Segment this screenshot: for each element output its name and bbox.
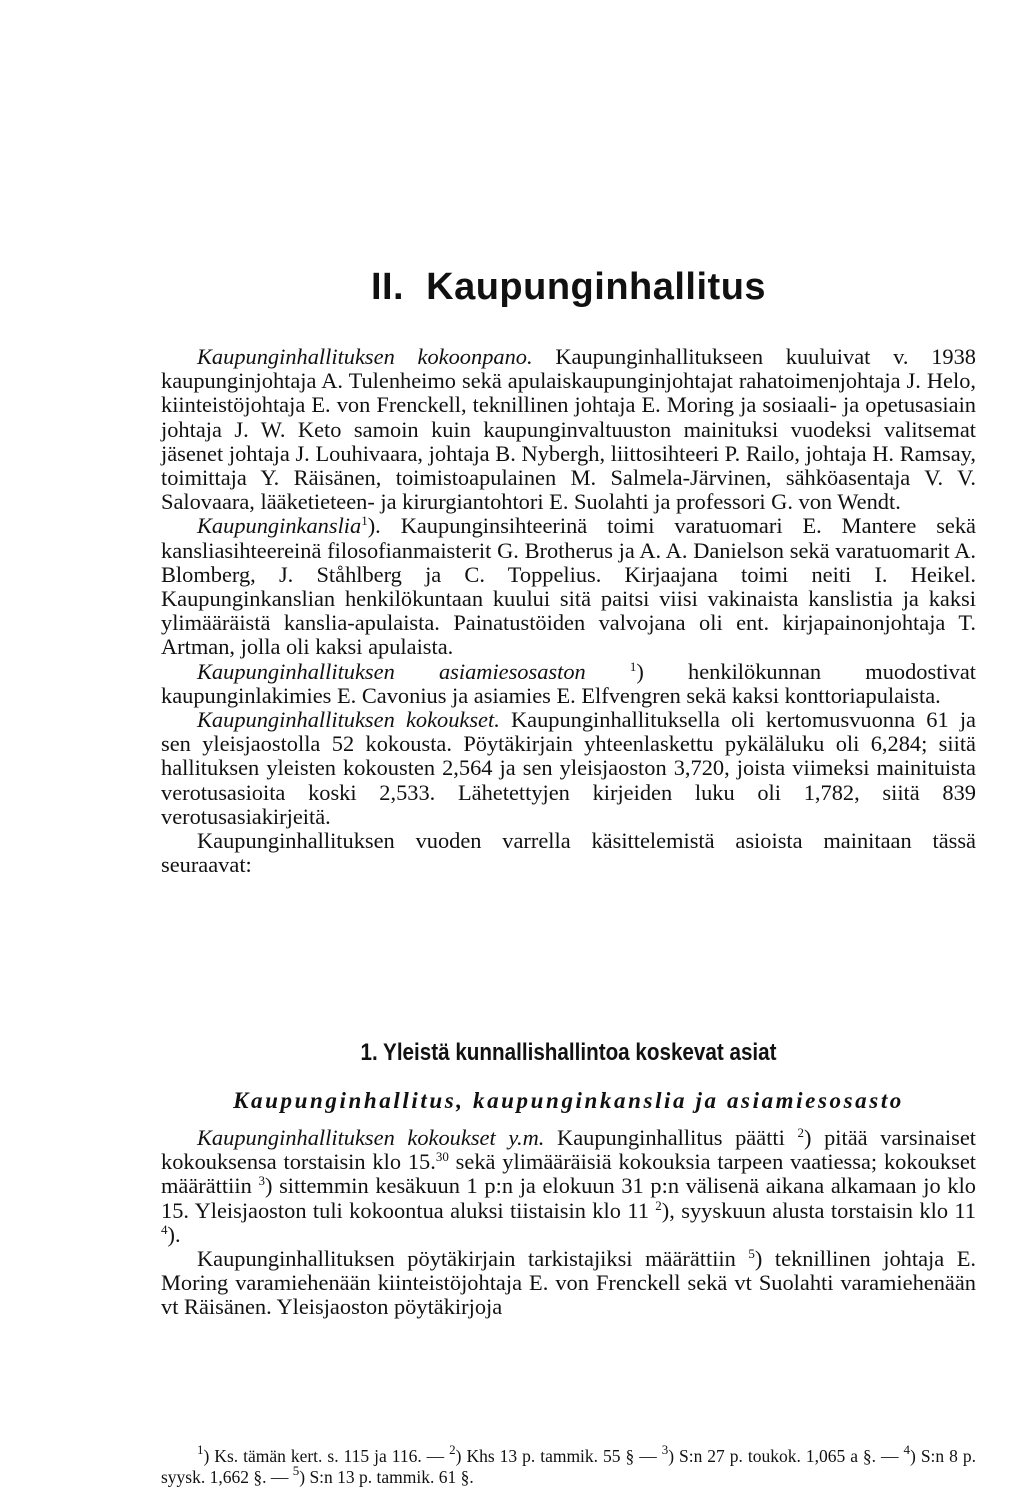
lead-phrase: Kaupunginhallituksen kokoukset.: [197, 707, 500, 733]
paragraph-composition: [161, 345, 976, 514]
chapter-title: [161, 266, 976, 309]
paragraph-meetings: [161, 708, 976, 829]
paragraph-text: Kaupunginhallituksella oli kertomusvuonna 61 ja sen yleisjaostolla 52 kokousta. Pöytäkirjain yhteenlaskettu pykäläluku oli 6,284; siitä hallituksen yleisten kokousten 2,564 ja sen yleisjaoston 3,720, joista viimeksi mainituista verotusasioita koski 2,533. Lähetettyjen kirjeiden luku oli 1,782, siitä 839 verotusasiakirjeitä.: [161, 707, 976, 829]
minutes-superscript: 30: [435, 1149, 449, 1165]
lead-phrase: Kaupunginkanslia: [197, 513, 362, 539]
paragraph-text: ). Kaupunginsihteerinä toimi varatuomari E. Mantere sekä kansliasihteereinä filosofianmaisterit G. Brotherus ja A. A. Danielson sekä varatuomarit A. Blomberg, J. Ståhlberg ja C. Toppelius. Kirjaajana toimi neiti I. Heikel. Kaupunginkanslian henkilökuntaan kuului sitä paitsi viisi vakinaista kanslistia ja kaksi ylimääräistä kanslia-apulaista. Painatustöiden valvojana oli ent. kirjapainonjohtaja T. Artman, jolla oli kaksi apulaista.: [161, 513, 976, 660]
paragraph-meeting-times: Kaupunginhallituksen kokoukset y.m. Kaupunginhallitus päätti $^2$) pitää varsinaiset kokouksensa torstaisin klo 15.30 sekä ylimääräisiä kokouksia tarpeen vaatiessa; kokoukset määrättiin $^3$) sittemmin kesäkuun 1 p:n ja elokuun 31 p:n välisenä aikana alkamaan jo klo 15. Yleisjaoston tuli kokoontua aluksi tiistaisin klo 11 $^2$), syyskuun alusta torstaisin klo 11 $^4$).: [161, 1125, 977, 1247]
chapter-title-text: Kaupunginhallitus: [426, 266, 767, 308]
paragraph-chancery: [161, 514, 976, 659]
section-title: Yleistä kunnallishallintoa koskevat asiat: [383, 1039, 777, 1066]
body-text: [161, 1126, 976, 1320]
lead-phrase: Kaupunginhallituksen asiamiesosaston: [197, 658, 586, 684]
intro-text: [161, 345, 976, 877]
lead-phrase: Kaupunginhallituksen kokoonpano.: [197, 344, 533, 369]
footnote-ref: 2: [797, 1125, 804, 1140]
paragraph-text: Kaupunginhallitukseen kuuluivat v. 1938 kaupunginjohtaja A. Tulenheimo sekä apulaiskaupunginjohtajat rahatoimenjohtaja J. Helo, kiinteistöjohtaja E. von Frenckell, teknillinen johtaja E. Moring ja sosiaali- ja opetusasiain johtaja J. W. Keto samoin kuin kaupunginvaltuuston mainituksi vuodeksi valitsemat jäsenet johtaja J. Louhivaara, johtaja B. Nybergh, liittosihteeri P. Railo, johtaja H. Ramsay, toimittaja Y. Räisänen, toimistoapulainen M. Salmela-Järvinen, sähköasentaja V. V. Salovaara, lääketieteen- ja kirurgiantohtori E. Suolahti ja professori G. von Wendt.: [161, 344, 976, 515]
chapter-number: II.: [370, 266, 405, 308]
section-heading: [218, 1039, 919, 1067]
paragraph-overview: [161, 829, 976, 877]
paragraph-legal-department: [161, 660, 976, 708]
lead-phrase: Kaupunginhallituksen kokoukset y.m.: [197, 1125, 545, 1150]
footnote-text: $^1$) Ks. tämän kert. s. 115 ja 116. — $^2$) Khs 13 p. tammik. 55 § — $^3$) S:n 27 p. toukok. 1,065 a §. — $^4$) S:n 8 p. syysk. 1,662 §. — $^5$) S:n 13 p. tammik. 61 §.: [161, 1442, 976, 1487]
paragraph-minutes-checkers: Kaupunginhallituksen pöytäkirjain tarkistajiksi määrättiin $^5$) teknillinen johtaja E. Moring varamiehenään kiinteistöjohtaja E. von Frenckell sekä vt Suolahti varamiehenään vt Räisänen. Yleisjaoston pöytäkirjoja: [161, 1246, 977, 1320]
footnote-ref: 1: [629, 658, 637, 674]
section-number: 1.: [360, 1039, 378, 1066]
subsection-heading: Kaupunginhallitus, kaupunginkanslia ja asiamiesosasto: [233, 1088, 904, 1113]
footnote-ref: 2: [655, 1197, 662, 1213]
footnotes: [161, 1442, 976, 1488]
footnote-ref: 1: [361, 513, 368, 529]
footnote-ref: 3: [258, 1173, 265, 1189]
paragraph-text: ) henkilökunnan muodostivat kaupunginlakimies E. Cavonius ja asiamies E. Elfvengren sekä kaksi konttoriapulaista.: [161, 658, 976, 708]
paragraph-text: Kaupunginhallituksen vuoden varrella käsittelemistä asioista mainitaan tässä seuraavat:: [161, 828, 976, 878]
footnote-ref: 5: [748, 1246, 755, 1262]
footnote-ref: 4: [161, 1221, 168, 1237]
